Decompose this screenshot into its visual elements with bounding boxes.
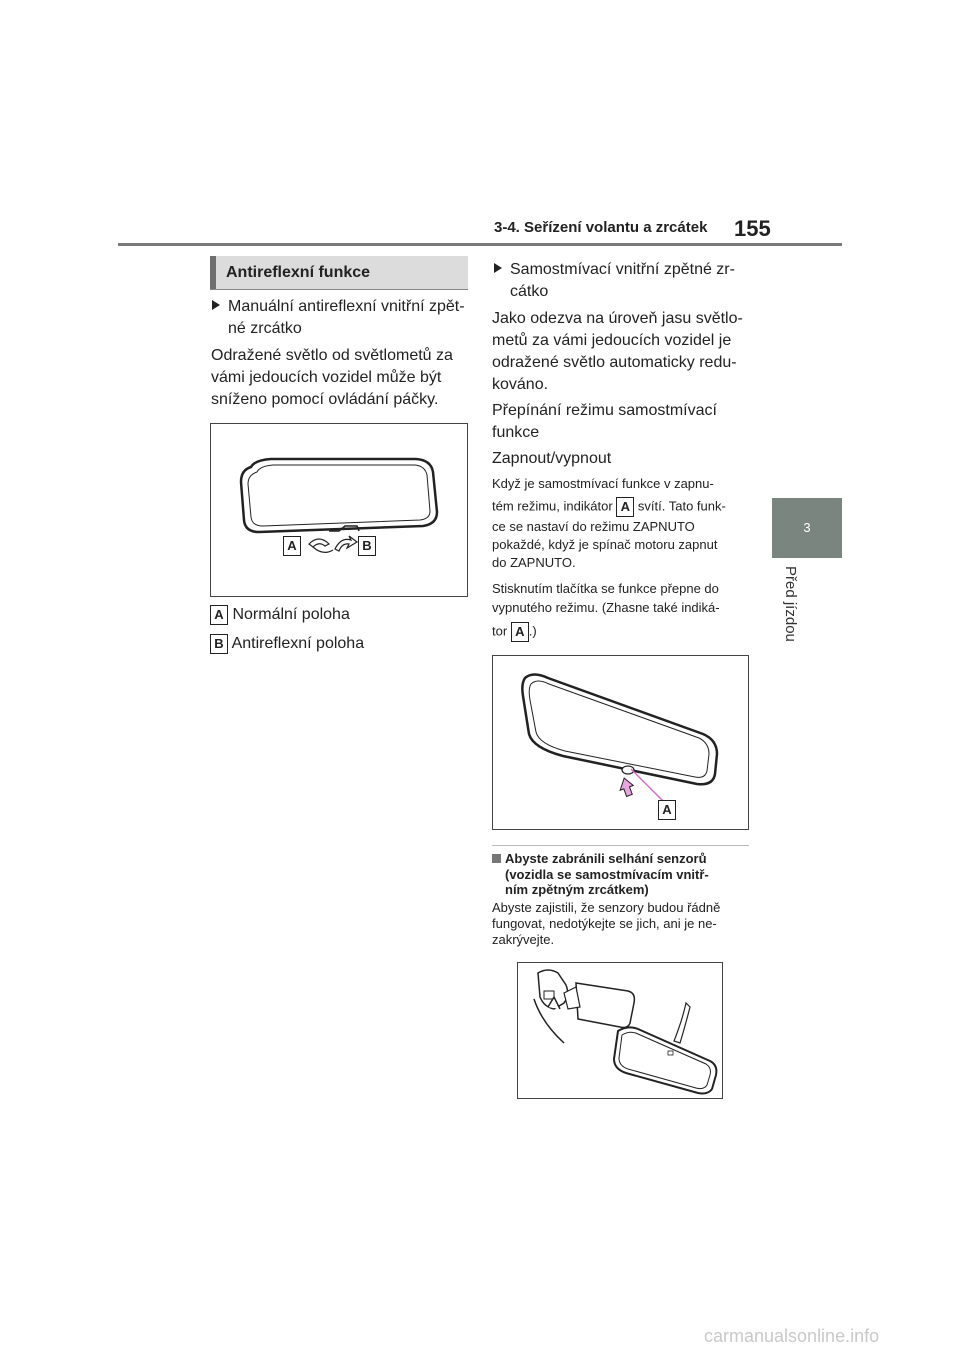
section-title [210,256,468,289]
small-text-line: tém režimu, indikátor A svítí. Tato funk- [492,497,726,517]
press-arrow-icon [617,776,636,798]
bullet-auto-mirror: Samostmívací vnitřní zpětné zr- [494,259,735,281]
chapter-number: 3 [803,520,811,535]
paragraph-line: Jako odezva na úroveň jasu světlo- [492,310,743,327]
bullet-triangle-icon [212,300,220,310]
note-body-line: fungovat, nedotýkejte se jich, ani je ne- [492,916,717,931]
sensor-figure [517,962,723,1099]
title-underline [210,289,468,290]
legend-text: Antireflexní poloha [231,635,365,652]
paragraph-line: Odražené světlo od světlometů za [211,347,453,364]
small-text-line: pokaždé, když je spínač motoru zapnut [492,537,718,552]
page-number: 155 [734,216,771,241]
rearview-mirror-illustration [211,424,467,596]
figure-label-a: A [283,536,301,556]
small-text-line: do ZAPNUTO. [492,555,576,570]
bullet-triangle-icon [494,263,502,273]
note-body-line: zakrývejte. [492,932,555,947]
section-header: 3-4. Seřízení volantu a zrcátek [494,219,708,236]
bullet-manual-mirror: Manuální antireflexní vnitřní zpět- [212,296,465,318]
small-text-line: vypnutého režimu. (Zhasne také indiká- [492,600,720,615]
chapter-label: Před jízdou [782,566,799,642]
header-rule [118,243,842,246]
note-body-line: Abyste zajistili, že senzory budou řádně [492,900,721,915]
bullet-auto-mirror-cont: cátko [510,283,549,300]
pointer-arrow-icon [674,1003,690,1043]
legend-badge: B [210,634,228,654]
chapter-tab [772,498,842,558]
paragraph-line: vámi jedoucích vozidel může být [211,369,442,386]
mirror-sensors-illustration [518,963,722,1098]
note-title-line: Abyste zabránili selhání senzorů [492,851,707,866]
small-text-line: Stisknutím tlačítka se funkce přepne do [492,581,719,596]
paragraph-line: kováno. [492,376,549,393]
note-title-line: ním zpětným zrcátkem) [505,882,649,897]
legend-text: Normální poloha [232,606,350,623]
square-bullet-icon [492,854,501,863]
manual-mirror-figure [210,423,468,597]
paragraph-line: metů za vámi jedoucích vozidel je [492,332,732,349]
figure-label-b: B [358,536,376,556]
indicator-badge: A [511,622,529,642]
paragraph-line: sníženo pomocí ovládání páčky. [211,391,439,408]
auto-dimming-mirror-illustration [493,656,748,829]
figure-label-a: A [658,800,676,820]
auto-dimming-mirror-figure [492,655,749,830]
watermark: carmanualsonline.info [704,1326,880,1346]
paragraph-line: funkce [492,424,540,441]
section-title-text: Antireflexní funkce [226,263,371,281]
legend-item-a [210,604,350,626]
lever-arrow-icon [335,536,357,551]
note-title-line: (vozidla se samostmívacím vnitř- [505,867,709,882]
legend-item-b [210,633,364,655]
small-text-line: tor A .) [492,622,537,642]
indicator-badge: A [616,497,634,517]
legend-badge: A [210,605,228,625]
lever-arrow-icon [309,539,329,547]
small-text-line: ce se nastaví do režimu ZAPNUTO [492,519,695,534]
paragraph-line: Zapnout/vypnout [492,450,612,467]
paragraph-line: Přepínání režimu samostmívací [492,402,717,419]
note-divider [492,845,749,846]
paragraph-line: odražené světlo automaticky redu- [492,354,737,371]
bullet-manual-mirror-cont: né zrcátko [228,320,302,337]
small-text-line: Když je samostmívací funkce v zapnu- [492,476,714,491]
